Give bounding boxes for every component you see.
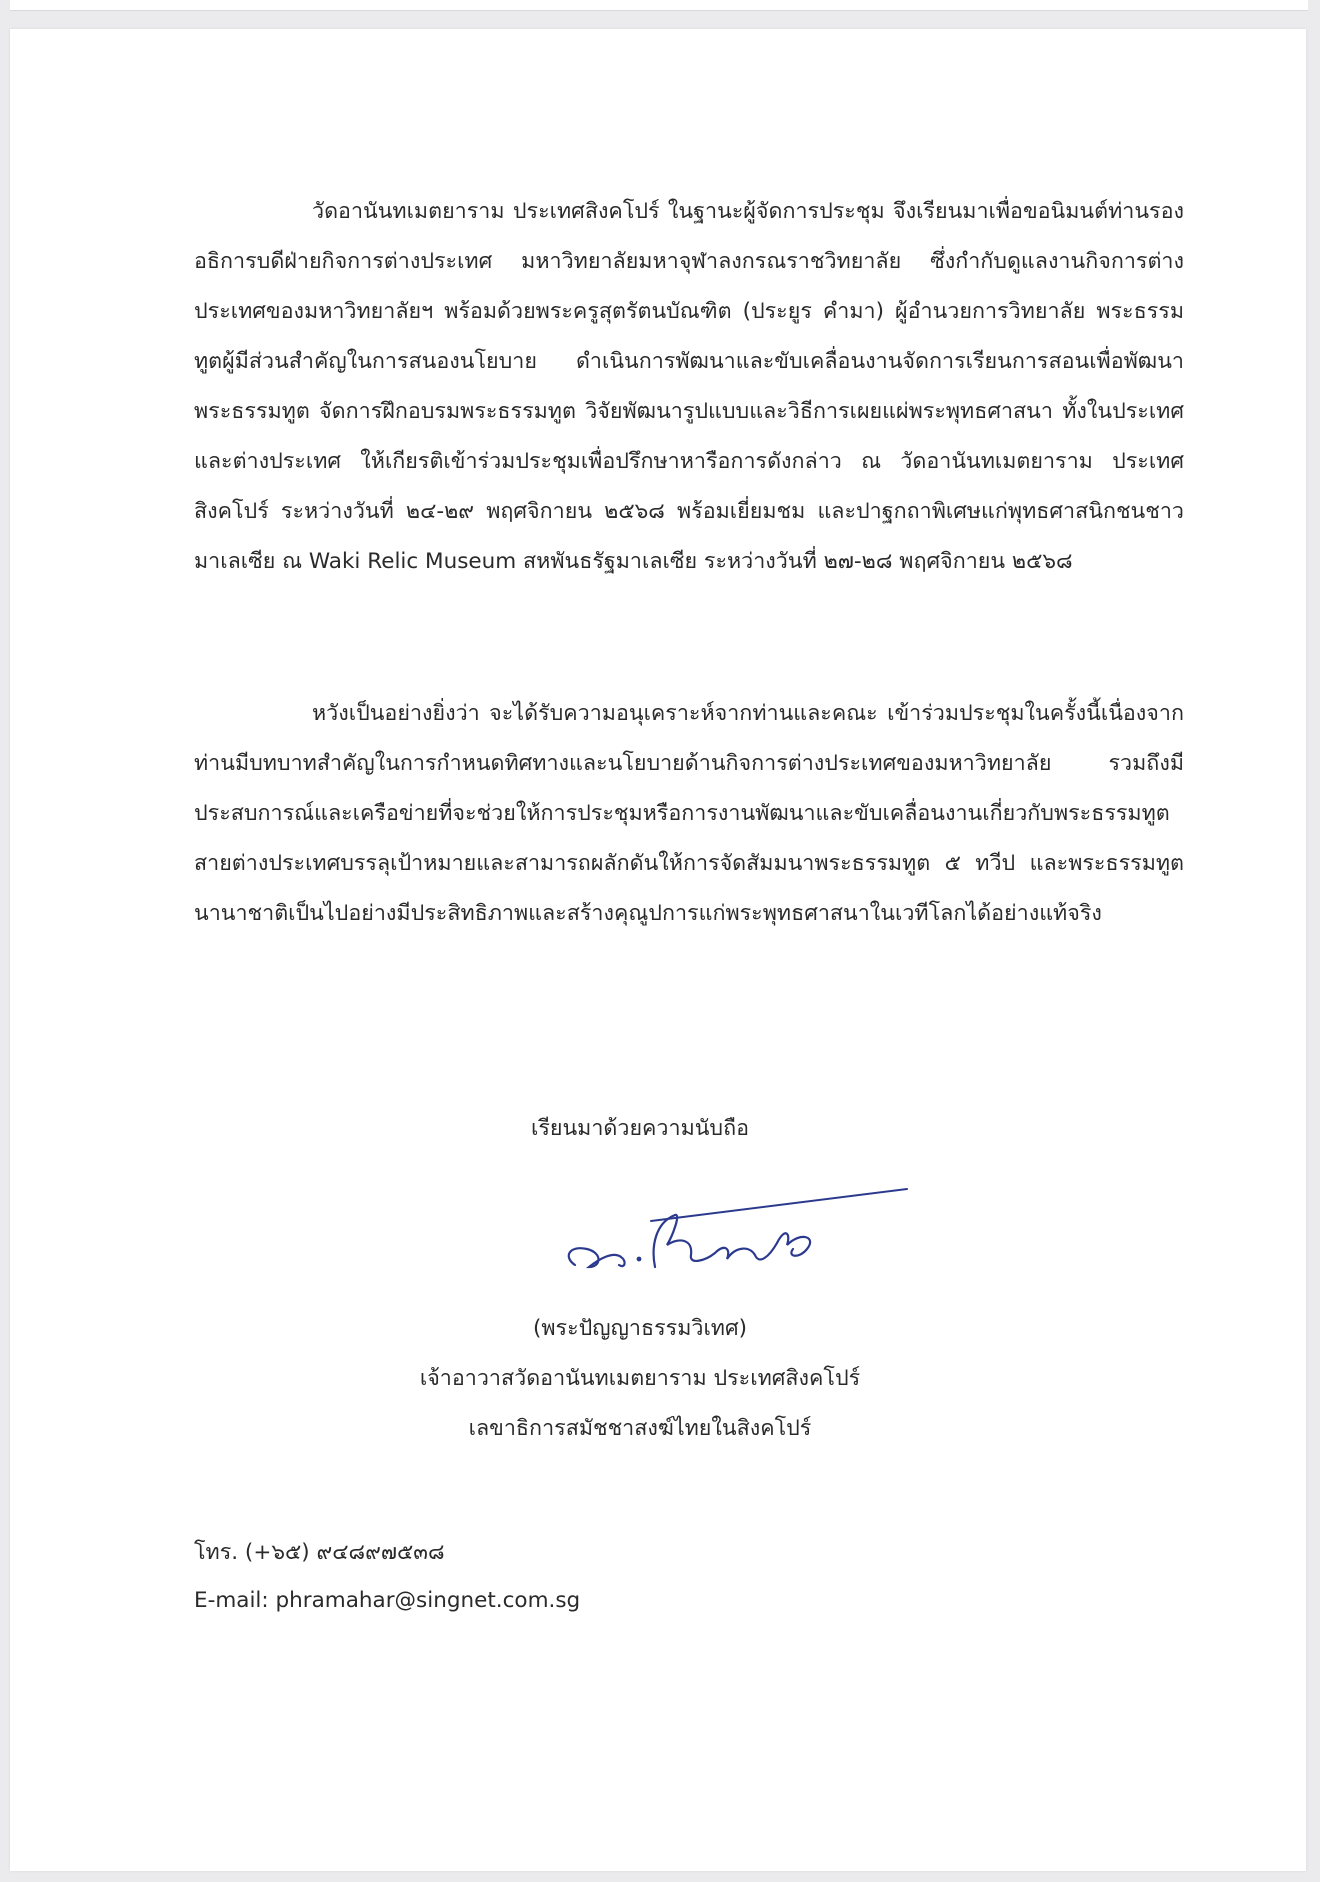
signer-block bbox=[340, 1304, 940, 1454]
contact-block bbox=[194, 1529, 580, 1625]
letter-paragraph-1: วัดอานันทเมตยาราม ประเทศสิงคโปร์ ในฐานะผู้จัดการประชุม จึงเรียนมาเพื่อขอนิมนต์ท่านรองอธิการบดีฝ่ายกิจการต่างประเทศ มหาวิทยาลัยมหาจุฬาลงกรณราชวิทยาลัย ซึ่งกำกับดูแลงานกิจการต่างประเทศของมหาวิทยาลัยฯ พร้อมด้วยพระครูสุตรัตนบัณฑิต (ประยูร คำมา) ผู้อำนวยการวิทยาลัย พระธรรมทูตผู้มีส่วนสำคัญในการสนองนโยบาย ดำเนินการพัฒนาและขับเคลื่อนงานจัดการเรียนการสอนเพื่อพัฒนาพระธรรมทูต จัดการฝึกอบรมพระธรรมทูต วิจัยพัฒนารูปแบบและวิธีการเผยแผ่พระพุทธศาสนา ทั้งในประเทศและต่างประเทศ ให้เกียรติเข้าร่วมประชุมเพื่อปรึกษาหารือการดังกล่าว ณ วัดอานันทเมตยาราม ประเทศสิงคโปร์ ระหว่างวันที่ ๒๔-๒๙ พฤศจิกายน ๒๕๖๘ พร้อมเยี่ยมชม และปาฐกถาพิเศษแก่พุทธศาสนิกชนชาวมาเลเซีย ณ Waki Relic Museum สหพันธรัฐมาเลเซีย ระหว่างวันที่ ๒๗-๒๘ พฤศจิกายน ๒๕๖๘ bbox=[194, 199, 1184, 574]
signer-title-abbot: เจ้าอาวาสวัดอานันทเมตยาราม ประเทศสิงคโปร์ bbox=[419, 1366, 861, 1391]
signer-title-secretary: เลขาธิการสมัชชาสงฆ์ไทยในสิงคโปร์ bbox=[468, 1416, 812, 1441]
letter-page bbox=[10, 29, 1306, 1871]
contact-email: E-mail: phramahar@singnet.com.sg bbox=[194, 1588, 581, 1613]
closing-salutation: เรียนมาด้วยความนับถือ bbox=[530, 1116, 750, 1141]
contact-phone: โทร. (+๖๕) ๙๔๘๙๗๕๓๘ bbox=[194, 1540, 445, 1565]
previous-page-edge bbox=[10, 0, 1308, 11]
handwritten-signature bbox=[555, 1187, 915, 1287]
signer-name: (พระปัญญาธรรมวิเทศ) bbox=[532, 1316, 748, 1341]
letter-paragraph-2: หวังเป็นอย่างยิ่งว่า จะได้รับความอนุเคราะห์จากท่านและคณะ เข้าร่วมประชุมในครั้งนี้เนื่องจากท่านมีบทบาทสำคัญในการกำหนดทิศทางและนโยบายด้านกิจการต่างประเทศของมหาวิทยาลัย รวมถึงมีประสบการณ์และเครือข่ายที่จะช่วยให้การประชุมหรือการงานพัฒนาและขับเคลื่อนงานเกี่ยวกับพระธรรมทูต สายต่างประเทศบรรลุเป้าหมายและสามารถผลักดันให้การจัดสัมมนาพระธรรมทูต ๕ ทวีป และพระธรรมทูตนานาชาติเป็นไปอย่างมีประสิทธิภาพและสร้างคุณูปการแก่พระพุทธศาสนาในเวทีโลกได้อย่างแท้จริง bbox=[194, 701, 1184, 926]
